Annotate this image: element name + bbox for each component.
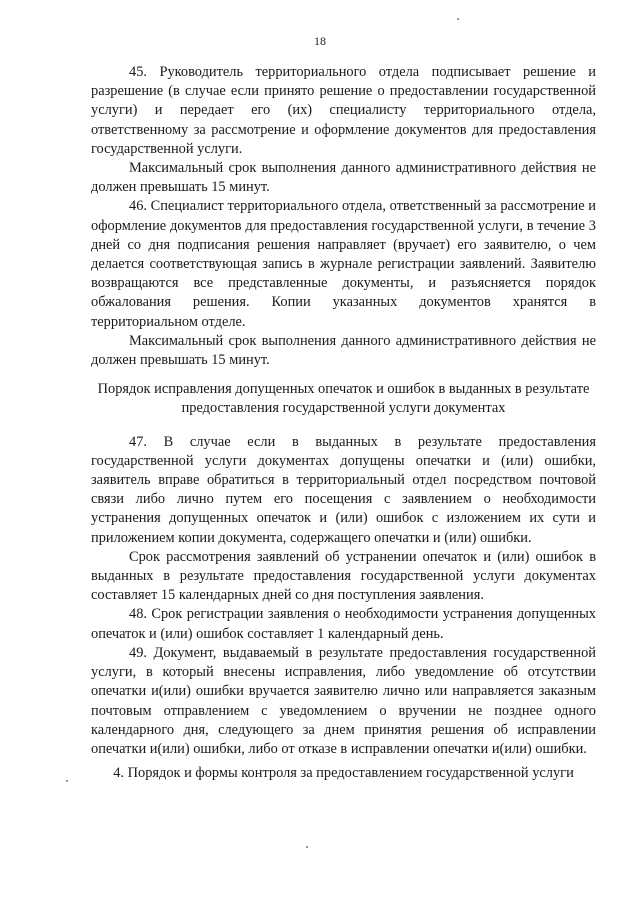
paragraph-47: 47. В случае если в выданных в результате предоставления государственной услуги документах допущены опечатки и (или) ошибки, заявитель вправе обратиться в территориальный отдел посредством почтовой связи либо лично путем его посещения с заявлением о необходимости устранения допущенных опечаток и (или) ошибок с изложением их сути и приложением копии документа, содержащего опечатки и (или) ошибки. [91,433,596,546]
scan-speck [306,846,308,848]
document-body [91,63,596,759]
paragraph-46-time-limit: Максимальный срок выполнения данного административного действия не должен превышать 15 минут. [91,332,596,369]
scan-speck [66,780,68,782]
page-number: 18 [314,34,326,48]
paragraph-49: 49. Документ, выдаваемый в результате предоставления государственной услуги, в который внесены исправления, либо уведомление об отсутствии опечатки и(или) ошибки вручается заявителю лично или направляется заказным почтовым отправлением с уведомлением о вручении не позднее одного календарного дня, следующего за днем принятия решения об исправлении опечатки и(или) ошибки, либо от отказе в исправлении опечатки и(или) ошибки. [91,644,596,757]
paragraph-48: 48. Срок регистрации заявления о необходимости устранения допущенных опечаток и (или) ошибок составляет 1 календарный день. [91,606,596,642]
chapter-heading: 4. Порядок и формы контроля за предоставлением государственной услуги [113,765,574,781]
paragraph-45: 45. Руководитель территориального отдела подписывает решение и разрешение (в случае если принято решение о предоставлении государственной услуги) и передает его (их) специалисту территориального отдела, ответственному за рассмотрение и оформление документов для предоставления государственной услуги. [91,64,596,157]
paragraph-47-review-period: Срок рассмотрения заявлений об устранении опечаток и (или) ошибок в выданных в результате предоставления государственной услуги документах составляет 15 календарных дней со дня поступления заявления. [91,548,596,604]
scan-speck [457,18,459,20]
paragraph-46: 46. Специалист территориального отдела, ответственный за рассмотрение и оформление документов для предоставления государственной услуги, в течение 3 дней со дня подписания решения направляет (вручает) его заявителю, о чем делается соответствующая запись в журнале регистрации заявлений. Заявителю возвращаются все представленные документы, и разъясняется порядок обжалования решения. Копии указанных документов хранятся в территориальном отделе. [91,198,596,330]
paragraph-45-time-limit: Максимальный срок выполнения данного административного действия не должен превышать 15 минут. [91,160,596,196]
section-heading: Порядок исправления допущенных опечаток и ошибок в выданных в результате предоставления государственной услуги документах [97,381,590,417]
